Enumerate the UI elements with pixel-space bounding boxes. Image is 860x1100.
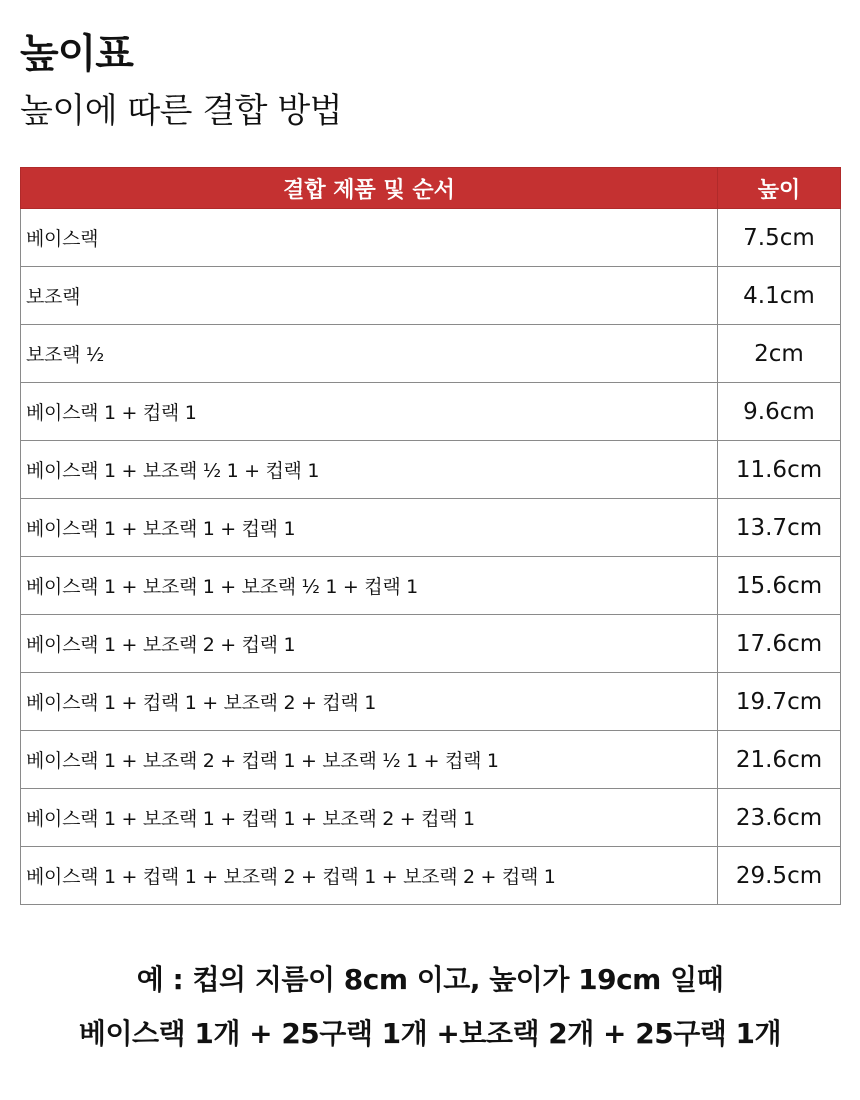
combo-cell: 베이스랙 1 + 보조랙 1 + 컵랙 1 + 보조랙 2 + 컵랙 1: [21, 789, 718, 847]
table-row: [21, 731, 841, 789]
height-cell: 19.7cm: [718, 673, 841, 731]
example-line-1: 예 : 컵의 지름이 8cm 이고, 높이가 19cm 일때: [136, 963, 724, 996]
table-row: [21, 847, 841, 905]
height-cell: 29.5cm: [718, 847, 841, 905]
height-cell: 21.6cm: [718, 731, 841, 789]
header-combo: 결합 제품 및 순서: [21, 168, 718, 209]
combo-cell: 베이스랙 1 + 보조랙 1 + 보조랙 ½ 1 + 컵랙 1: [21, 557, 718, 615]
table-row: [21, 499, 841, 557]
table-header-row: [21, 168, 841, 209]
combo-cell: 베이스랙 1 + 컵랙 1 + 보조랙 2 + 컵랙 1 + 보조랙 2 + 컵랙 1: [21, 847, 718, 905]
combo-cell: 베이스랙 1 + 보조랙 1 + 컵랙 1: [21, 499, 718, 557]
page-title: 높이표: [20, 31, 133, 77]
combo-cell: 베이스랙 1 + 컵랙 1 + 보조랙 2 + 컵랙 1: [21, 673, 718, 731]
height-cell: 9.6cm: [718, 383, 841, 441]
example-line-2: 베이스랙 1개 + 25구랙 1개 +보조랙 2개 + 25구랙 1개: [78, 1017, 782, 1050]
table-row: [21, 557, 841, 615]
height-cell: 7.5cm: [718, 209, 841, 267]
page-subtitle: 높이에 따른 결합 방법: [20, 91, 343, 131]
height-cell: 2cm: [718, 325, 841, 383]
combo-cell: 베이스랙 1 + 보조랙 2 + 컵랙 1 + 보조랙 ½ 1 + 컵랙 1: [21, 731, 718, 789]
table-row: [21, 441, 841, 499]
combo-cell: 보조랙: [21, 267, 718, 325]
table-row: [21, 673, 841, 731]
table-row: [21, 789, 841, 847]
combo-cell: 베이스랙: [21, 209, 718, 267]
height-cell: 15.6cm: [718, 557, 841, 615]
combo-cell: 보조랙 ½: [21, 325, 718, 383]
combo-cell: 베이스랙 1 + 컵랙 1: [21, 383, 718, 441]
height-cell: 11.6cm: [718, 441, 841, 499]
table-row: [21, 325, 841, 383]
height-cell: 13.7cm: [718, 499, 841, 557]
height-cell: 4.1cm: [718, 267, 841, 325]
combo-cell: 베이스랙 1 + 보조랙 ½ 1 + 컵랙 1: [21, 441, 718, 499]
table-row: [21, 267, 841, 325]
combo-cell: 베이스랙 1 + 보조랙 2 + 컵랙 1: [21, 615, 718, 673]
table-row: [21, 615, 841, 673]
table-row: [21, 209, 841, 267]
header-height: 높이: [718, 168, 841, 209]
height-cell: 17.6cm: [718, 615, 841, 673]
height-cell: 23.6cm: [718, 789, 841, 847]
height-table: [20, 167, 841, 905]
table-row: [21, 383, 841, 441]
